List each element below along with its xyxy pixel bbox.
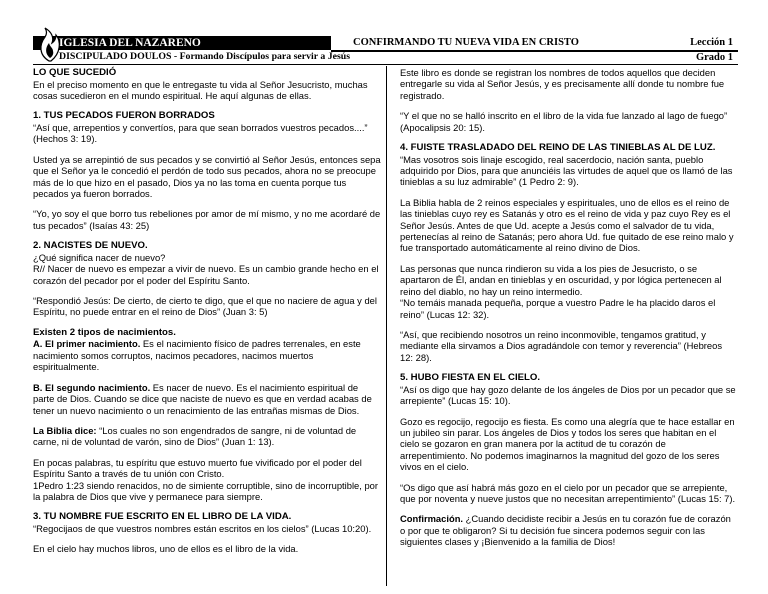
label-confirmacion: Confirmación. — [400, 513, 464, 525]
verse-hebreos: “Así, que recibiendo nosotros un reino inconmovible, tengamos gratitud, y mediante ella sirvamos a Dios agradándole con temor y reverencia” (Hebreos 12: 28). — [400, 328, 723, 363]
verse-lucas-10: “Regocijaos de que vuestros nombres están escritos en los cielos” (Lucas 10:20). — [33, 522, 372, 534]
grade-label: Grado 1 — [695, 52, 733, 63]
section-title-trasladado: 4. FUISTE TRASLADADO DEL REINO DE LAS TINIEBLAS AL DE LUZ. — [400, 142, 716, 154]
verse-1-pedro-2: “Mas vosotros sois linaje escogido, real sacerdocio, nación santa, pueblo adquirido por Dios, para que anunciéis las virtudes de aquel que os llamó de las tinieblas a su luz admirable” (1 Pedro 2: 9). — [400, 153, 733, 188]
verse-hechos: “Así que, arrepentios y convertíos, para que sean borrados vuestros pecados....” (Hechos 3: 19). — [33, 122, 368, 145]
verse-apocalipsis: “Y el que no se halló inscrito en el libro de la vida fue lanzado al lago de fuego” (Apocalipsis 20: 15). — [400, 110, 728, 133]
header-rule — [331, 50, 738, 52]
right-column — [400, 67, 736, 557]
paragraph-libro-registro: Este libro es donde se registran los nombres de todos aquellos que deciden entregarle su vida al Señor Jesús, y es precisamente allí donde tu nombre fue registrado. — [400, 67, 725, 101]
paragraph-libros-cielo: En el cielo hay muchos libros, uno de ellos es el libro de la vida. — [33, 543, 299, 555]
paragraph-personas: Las personas que nunca rindieron su vida a los pies de Jesucristo, o se apartaron de Él, andan en tinieblas y en oscuridad, y por lógica pertenecen al reino del diablo, no hay un reino intermedio. — [400, 262, 722, 297]
verse-lucas-15-7: “Os digo que así habrá más gozo en el cielo por un pecador que se arrepiente, que por noventa y nueve justos que no necesitan arrepentimiento” (Lucas 15: 7). — [400, 481, 736, 504]
paragraph-arrepintio: Usted ya se arrepintió de sus pecados y se convirtió al Señor Jesús, entonces sepa que el Señor ya le concedió el perdón de todo sus pecados, ahora no se preocupe más de lo que hizo en el pasado, Dios ya no las toma en cuenta porque tus pecados ya fueron borrados. — [33, 153, 381, 200]
subheading-tipos-nacimientos: Existen 2 tipos de nacimientos. — [33, 326, 176, 338]
verse-1-pedro-1-23: 1Pedro 1:23 siendo renacidos, no de simiente corruptible, sino de incorruptible, por la palabra de Dios que vive y permanece para siempre. — [33, 479, 378, 502]
item-biblia-dice — [33, 425, 381, 448]
verse-isaias: “Yo, yo soy el que borro tus rebeliones por amor de mí mismo, y no me acordaré de tus pecados” (Isaías 43: 25) — [33, 208, 381, 231]
verse-lucas-12: “No temáis manada pequeña, porque a vuestro Padre le ha placido daros el reino” (Lucas 12: 32). — [400, 297, 716, 320]
paragraph-confirmacion — [400, 513, 736, 547]
header-bottom-rule — [33, 64, 738, 65]
text-primer-nacimiento: Es el nacimiento físico de padres terrenales, en este nacimiento somos corruptos, nacimos pecadores, nacimos muertos espiritualmente. — [33, 338, 361, 373]
paragraph-dos-reinos: La Biblia habla de 2 reinos especiales y espirituales, uno de ellos es el reino de las tinieblas cuyo rey es Satanás y otro es el reino de vida y paz cuyo Rey es el Señor Jesús. Antes de que Ud. acepte a Jesús como el salvador de tu vida, pertenecías al reino de Satanás; pero ahora Ud. fue quitado de ese reino malo y fue transportado automáticamente al reino divino de Dios. — [400, 196, 734, 254]
paragraph-pocas-palabras: En pocas palabras, tu espíritu que estuvo muerto fue vivificado por el poder del Espíritu Santo a través de tu unión con Cristo. — [33, 456, 362, 480]
paragraph-gozo: Gozo es regocijo, regocijo es fiesta. Es como una alegría que te hace estallar en un jubileo sin parar. Los ángeles de Dios y todos los seres que habitan en el cielo se gozaron en gran manera por la actitud de tu corazón de arrepentimiento. No podemos imaginarnos la magnitud del gozo de los seres vivos en el cielo. — [400, 415, 735, 473]
subtitle: DISCIPULADO DOULOS - Formando Discípulos para servir a Jesús — [59, 51, 351, 62]
org-title-bar — [33, 36, 331, 50]
section-title-lo-que-sucedio: LO QUE SUCEDIÓ — [33, 67, 117, 78]
item-primer-nacimiento — [33, 338, 381, 372]
item-segundo-nacimiento — [33, 382, 381, 416]
lesson-label: Lección 1 — [690, 37, 733, 48]
section-title-pecados-borrados: 1. TUS PECADOS FUERON BORRADOS — [33, 110, 215, 122]
page-header — [33, 36, 738, 66]
column-divider — [386, 66, 387, 586]
text-biblia-dice: “Los cuales no son engendrados de sangre, ni de voluntad de carne, ni de voluntad de varón, sino de Dios” (Juan 1: 13). — [33, 424, 357, 448]
document-title: CONFIRMANDO TU NUEVA VIDA EN CRISTO — [353, 37, 579, 48]
label-biblia-dice: La Biblia dice: — [33, 424, 97, 436]
left-column — [33, 67, 381, 564]
verse-lucas-15-10: “Así os digo que hay gozo delante de los ángeles de Dios por un pecador que se arrepiente” (Lucas 15: 10). — [400, 383, 736, 407]
section-title-libro-vida: 3. TU NOMBRE FUE ESCRITO EN EL LIBRO DE LA VIDA. — [33, 511, 292, 523]
intro-paragraph: En el preciso momento en que le entregaste tu vida al Señor Jesucristo, muchas cosas sucedieron en el mundo espiritual. He aquí algunas de ellas. — [33, 78, 368, 101]
verse-juan-3: “Respondió Jesús: De cierto, de cierto te digo, que el que no naciere de agua y del Espíritu, no puede entrar en el reino de Dios” (Juan 3: 5) — [33, 295, 377, 318]
section-title-nacistes: 2. NACISTES DE NUEVO. — [33, 240, 148, 252]
question-nacer: ¿Qué significa nacer de nuevo? — [33, 251, 166, 263]
text-confirmacion: ¿Cuando decidiste recibir a Jesús en tu corazón fue de corazón o por que te obligaron? Si tu decisión fue sincera podemos seguir con las siguientes clases y ¡Bienvenido a la familia de Dios! — [400, 513, 731, 548]
section-title-fiesta-cielo: 5. HUBO FIESTA EN EL CIELO. — [400, 372, 541, 384]
org-title: IGLESIA DEL NAZARENO — [59, 37, 201, 49]
label-primer-nacimiento: A. El primer nacimiento. — [33, 338, 141, 350]
text-segundo-nacimiento: Es nacer de nuevo. Es el nacimiento espiritual de parte de Dios. Cuando se dice que naciste de nuevo es que en verdad acabas de tener un nuevo nacimiento o un renacimiento de las entrañas mismas de Dios. — [33, 381, 372, 416]
label-segundo-nacimiento: B. El segundo nacimiento. — [33, 381, 151, 393]
answer-nacer: R// Nacer de nuevo es empezar a vivir de nuevo. Es un cambio grande hecho en el corazón del pecador por el poder del Espíritu Santo. — [33, 263, 379, 286]
